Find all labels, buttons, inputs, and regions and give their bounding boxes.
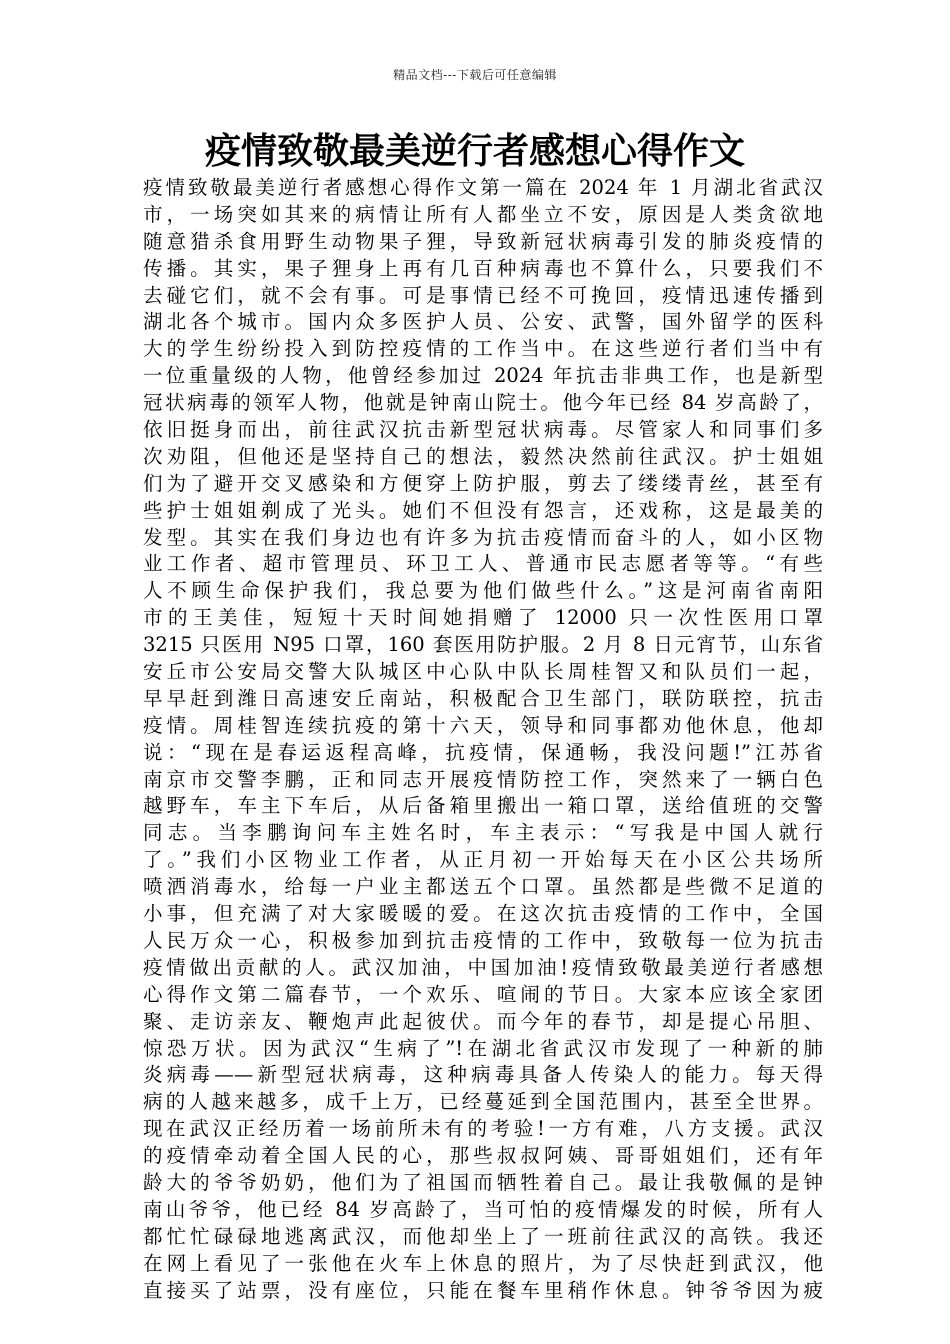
paragraph-line: 市的王美佳，短短十天时间她捐赠了 12000 只一次性医用口罩 <box>143 606 823 630</box>
paragraph-line: 湖北各个城市。国内众多医护人员、公安、武警，国外留学的医科 <box>143 310 823 334</box>
paragraph-line: 早早赶到潍日高速安丘南站，积极配合卫生部门，联防联控，抗击 <box>143 686 823 710</box>
paragraph-line: 的疫情牵动着全国人民的心，那些叔叔阿姨、哥哥姐姐们，还有年 <box>143 1144 823 1168</box>
paragraph-line: 人不顾生命保护我们，我总要为他们做些什么。”这是河南省南阳 <box>143 579 823 603</box>
paragraph-line: 些护士姐姐剃成了光头。她们不但没有怨言，还戏称，这是最美的 <box>143 498 823 522</box>
paragraph-line: 一位重量级的人物，他曾经参加过 2024 年抗击非典工作，也是新型 <box>143 364 823 388</box>
document-body <box>143 175 823 1304</box>
paragraph-line: 了。”我们小区物业工作者，从正月初一开始每天在小区公共场所 <box>143 848 823 872</box>
paragraph-line: 南京市交警李鹏，正和同志开展疫情防控工作，突然来了一辆白色 <box>143 767 823 791</box>
paragraph-line: 病的人越来越多，成千上万，已经蔓延到全国范围内，甚至全世界。 <box>143 1090 823 1114</box>
paragraph-line: 说：“现在是春运返程高峰，抗疫情，保通畅，我没问题!”江苏省 <box>143 740 823 764</box>
paragraph-line: 炎病毒——新型冠状病毒，这种病毒具备人传染人的能力。每天得 <box>143 1063 823 1087</box>
paragraph-line: 市，一场突如其来的病情让所有人都坐立不安，原因是人类贪欲地 <box>143 202 823 226</box>
paragraph-line: 疫情致敬最美逆行者感想心得作文第一篇在 2024 年 1 月湖北省武汉 <box>143 176 823 199</box>
paragraph-line: 大的学生纷纷投入到防控疫情的工作当中。在这些逆行者们当中有 <box>143 337 823 361</box>
paragraph-line: 现在武汉正经历着一场前所未有的考验!一方有难，八方支援。武汉 <box>143 1117 823 1141</box>
paragraph-line: 小事，但充满了对大家暖暖的爱。在这次抗击疫情的工作中，全国 <box>143 902 823 926</box>
paragraph-line: 业工作者、超市管理员、环卫工人、普通市民志愿者等等。“有些 <box>143 552 823 576</box>
paragraph-line: 们为了避开交叉感染和方便穿上防护服，剪去了缕缕青丝，甚至有 <box>143 471 823 495</box>
paragraph-line: 直接买了站票，没有座位，只能在餐车里稍作休息。钟爷爷因为疲 <box>143 1278 823 1302</box>
paragraph-line: 同志。当李鹏询问车主姓名时，车主表示：“写我是中国人就行 <box>143 821 823 845</box>
paragraph-line: 惊恐万状。因为武汉“生病了”!在湖北省武汉市发现了一种新的肺 <box>143 1036 823 1060</box>
paragraph-line: 3215 只医用 N95 口罩，160 套医用防护服。2 月 8 日元宵节，山东省 <box>143 633 823 657</box>
paragraph-line: 心得作文第二篇春节，一个欢乐、喧闹的节日。大家本应该全家团 <box>143 982 823 1006</box>
paragraph-line: 喷洒消毒水，给每一户业主都送五个口罩。虽然都是些微不足道的 <box>143 875 823 899</box>
paragraph-line: 发型。其实在我们身边也有许多为抗击疫情而奋斗的人，如小区物 <box>143 525 823 549</box>
paragraph-line: 在网上看见了一张他在火车上休息的照片，为了尽快赶到武汉，他 <box>143 1251 823 1275</box>
paragraph-line: 疫情。周桂智连续抗疫的第十六天，领导和同事都劝他休息，他却 <box>143 713 823 737</box>
paragraph-line: 聚、走访亲友、鞭炮声此起彼伏。而今年的春节，却是提心吊胆、 <box>143 1009 823 1033</box>
paragraph-line: 南山爷爷，他已经 84 岁高龄了，当可怕的疫情爆发的时候，所有人 <box>143 1197 823 1221</box>
paragraph-line: 疫情做出贡献的人。武汉加油，中国加油!疫情致敬最美逆行者感想 <box>143 955 823 979</box>
paragraph-line: 次劝阻，但他还是坚持自己的想法，毅然决然前往武汉。护士姐姐 <box>143 444 823 468</box>
paragraph-line: 龄大的爷爷奶奶，他们为了祖国而牺牲着自己。最让我敬佩的是钟 <box>143 1170 823 1194</box>
paragraph-line: 安丘市公安局交警大队城区中心队中队长周桂智又和队员们一起， <box>143 660 823 684</box>
paragraph-line: 随意猎杀食用野生动物果子狸，导致新冠状病毒引发的肺炎疫情的 <box>143 229 823 253</box>
paragraph-line: 依旧挺身而出，前往武汉抗击新型冠状病毒。尽管家人和同事们多 <box>143 418 823 442</box>
paragraph-line: 越野车，车主下车后，从后备箱里搬出一箱口罩，送给值班的交警 <box>143 794 823 818</box>
paragraph-line: 传播。其实，果子狸身上再有几百种病毒也不算什么，只要我们不 <box>143 256 823 280</box>
paragraph-line: 人民万众一心，积极参加到抗击疫情的工作中，致敬每一位为抗击 <box>143 928 823 952</box>
paragraph-line: 冠状病毒的领军人物，他就是钟南山院士。他今年已经 84 岁高龄了， <box>143 391 823 415</box>
paragraph-line: 都忙忙碌碌地逃离武汉，而他却坐上了一班前往武汉的高铁。我还 <box>143 1224 823 1248</box>
document-title: 疫情致敬最美逆行者感想心得作文 <box>204 131 745 172</box>
page-header: 精品文档---下载后可任意编辑 <box>393 68 557 82</box>
paragraph-line: 去碰它们，就不会有事。可是事情已经不可挽回，疫情迅速传播到 <box>143 283 823 307</box>
